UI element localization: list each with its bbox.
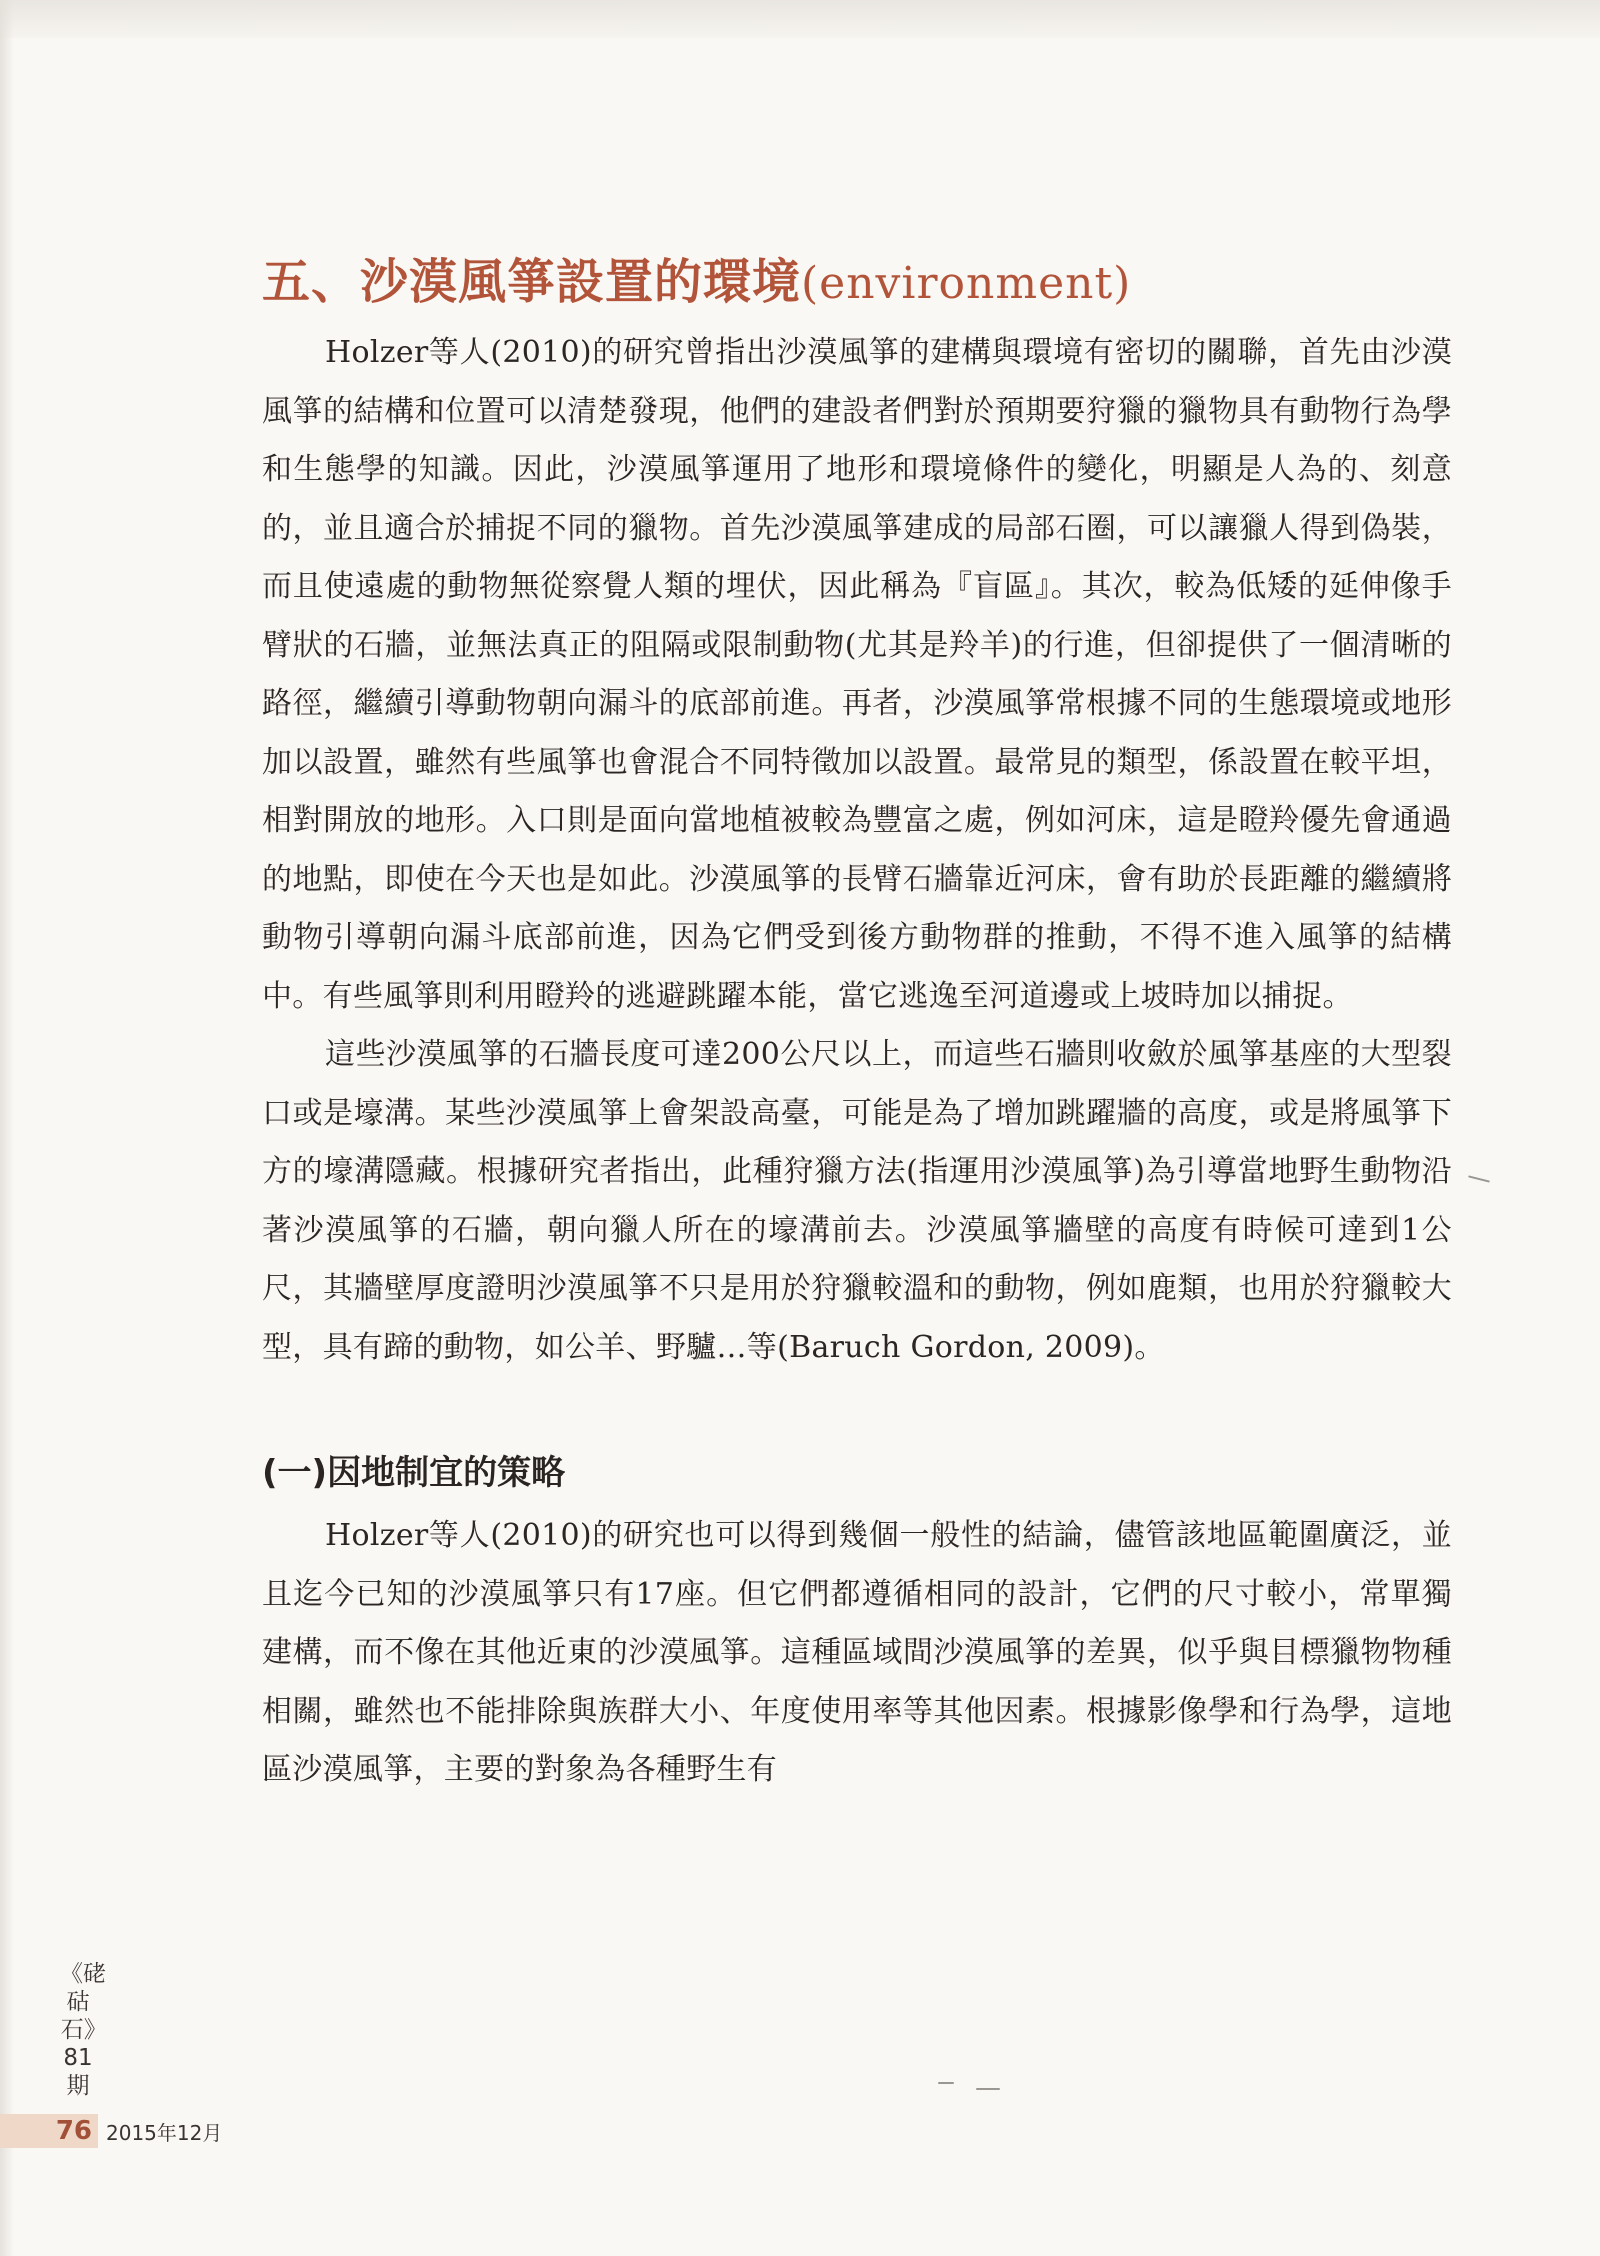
journal-name-vertical: 《硓𥑮石》81期 [60, 1961, 106, 2099]
page-binding-shadow [0, 0, 14, 2256]
section-title [262, 240, 1452, 324]
paragraph-3: Holzer等人(2010)的研究也可以得到幾個一般性的結論，儘管該地區範圍廣泛，並且迄今已知的沙漠風箏只有17座。但它們都遵循相同的設計，它們的尺寸較小，常單獨建構，而不像在其他近東的沙漠風箏。這種區域間沙漠風箏的差異，似乎與目標獵物物種相關，雖然也不能排除與族群大小、年度使用率等其他因素。根據影像學和行為學，這地區沙漠風箏，主要的對象為各種野生有 [262, 1518, 1452, 1787]
subsection-title: (一)因地制宜的策略 [262, 1453, 566, 1493]
paragraph-1: Holzer等人(2010)的研究曾指出沙漠風箏的建構與環境有密切的關聯，首先由沙漠風箏的結構和位置可以清楚發現，他們的建設者們對於預期要狩獵的獵物具有動物行為學和生態學的知識。因此，沙漠風箏運用了地形和環境條件的變化，明顯是人為的、刻意的，並且適合於捕捉不同的獵物。首先沙漠風箏建成的局部石圈，可以讓獵人得到偽裝，而且使遠處的動物無從察覺人類的埋伏，因此稱為『盲區』。其次，較為低矮的延伸像手臂狀的石牆，並無法真正的阻隔或限制動物(尤其是羚羊)的行進，但卻提供了一個清晰的路徑，繼續引導動物朝向漏斗的底部前進。再者，沙漠風箏常根據不同的生態環境或地形加以設置，雖然有些風箏也會混合不同特徵加以設置。最常見的類型，係設置在較平坦，相對開放的地形。入口則是面向當地植被較為豐富之處，例如河床，這是瞪羚優先會通過的地點，即使在今天也是如此。沙漠風箏的長臂石牆靠近河床，會有助於長距離的繼續將動物引導朝向漏斗底部前進，因為它們受到後方動物群的推動，不得不進入風箏的結構中。有些風箏則利用瞪羚的逃避跳躍本能，當它逃逸至河道邊或上坡時加以捕捉。 [262, 335, 1452, 1014]
article-body [262, 240, 1452, 1800]
scan-speck [938, 2082, 954, 2084]
section-title-latin: (environment) [801, 258, 1132, 309]
scan-speck [976, 2088, 1000, 2090]
scan-top-edge [0, 0, 1600, 38]
paragraph-2: 這些沙漠風箏的石牆長度可達200公尺以上，而這些石牆則收斂於風箏基座的大型裂口或是壕溝。某些沙漠風箏上會架設高臺，可能是為了增加跳躍牆的高度，或是將風箏下方的壕溝隱藏。根據研究者指出，此種狩獵方法(指運用沙漠風箏)為引導當地野生動物沿著沙漠風箏的石牆，朝向獵人所在的壕溝前去。沙漠風箏牆壁的高度有時候可達到1公尺，其牆壁厚度證明沙漠風箏不只是用於狩獵較溫和的動物，例如鹿類，也用於狩獵較大型，具有蹄的動物，如公羊、野驢…等(Baruch Gordon, 2009)。 [262, 1037, 1452, 1365]
section-title-text: 五、沙漠風箏設置的環境 [262, 254, 802, 310]
page-number: 76 [0, 2114, 98, 2148]
scan-speck [1468, 1175, 1490, 1182]
page-footer [0, 2114, 222, 2148]
issue-date: 2015年12月 [106, 2120, 223, 2145]
